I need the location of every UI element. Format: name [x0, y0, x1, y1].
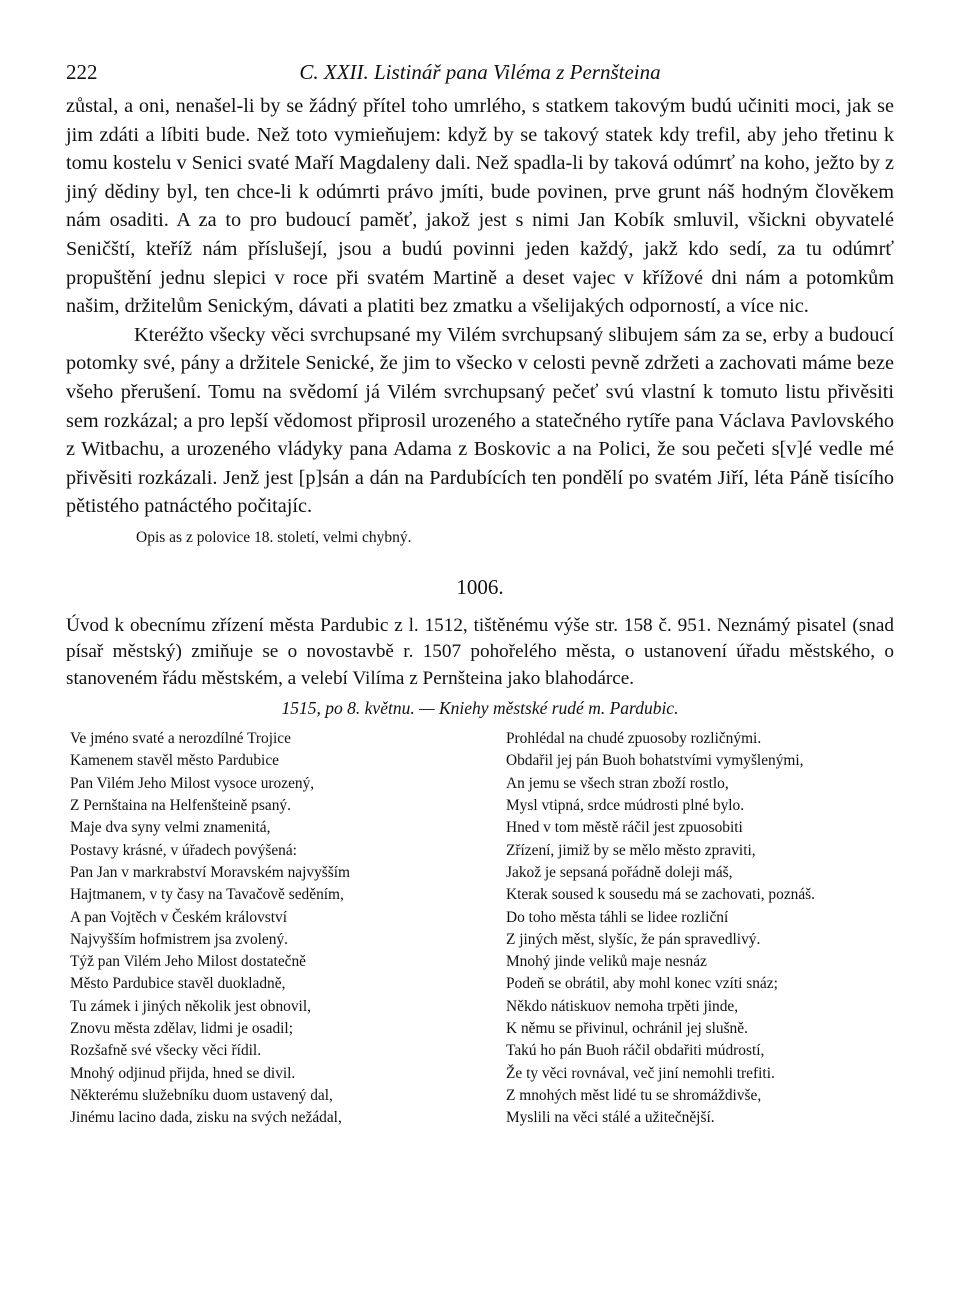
regest: Úvod k obecnímu zřízení města Pardubic z l. 1512, tištěnému výše str. 158 č. 951. Neznámý pisatel (snad písař městský) zmiňuje se o novostavbě r. 1507 pohořelého města, o ustanovení úřadu městského, o stanoveném řádu městském, a velebí Vilíma z Pernšteina jako blahodárce. [66, 614, 894, 689]
verse-line: Podeň se obrátil, aby mohl konec vzíti snáz; [506, 975, 778, 993]
verse-line: Znovu města zdělav, lidmi je osadil; [70, 1019, 293, 1037]
running-title: C. XXII. Listinář pana Viléma z Pernšteina [299, 60, 661, 84]
verse-columns [66, 728, 894, 1129]
verse-column-right [506, 728, 896, 1129]
verse-line: Týž pan Vilém Jeho Milost dostatečně [70, 953, 307, 971]
verse-line: Hned v tom městě ráčil jest zpuosobiti [506, 819, 743, 837]
body-text [66, 92, 894, 521]
page [66, 52, 894, 1129]
verse-line: Jakož je sepsaná pořádně doleji máš, [506, 863, 733, 881]
document-number: 1006. [456, 574, 504, 599]
verse-line: Tu zámek i jiných několik jest obnovil, [70, 997, 311, 1015]
verse-line: Do toho města táhli se lidee rozliční [506, 908, 729, 926]
verse-line: Některému služebníku duom ustavený dal, [70, 1086, 333, 1104]
verse-line: Jinému lacino dada, zisku na svých nežádal, [70, 1109, 342, 1127]
verse-line: Postavy krásné, v úřadech povýšená: [70, 841, 297, 859]
verse-line: Maje dva syny velmi znamenitá, [70, 819, 271, 837]
verse-line: Mnohý jinde veliků maje nesnáz [506, 953, 707, 971]
verse-line: Kamenem stavěl město Pardubice [70, 752, 279, 770]
verse-column-left [66, 728, 506, 1129]
verse-line: Že ty věci rovnával, več jiní nemohli trefiti. [506, 1064, 775, 1082]
verse-line: Obdařil jej pán Buoh bohatstvími vymyšlenými, [506, 752, 804, 770]
verse-line: Mnohý odjinud přijda, hned se divil. [70, 1064, 296, 1082]
verse-line: A pan Vojtěch v Českém království [70, 908, 288, 926]
verse-line: Myslili na věci stálé a užitečnější. [506, 1109, 715, 1127]
verse-line: Hajtmanem, v ty časy na Tavačově seděním, [70, 886, 344, 904]
page-number: 222 [66, 60, 98, 84]
verse-line: Prohlédal na chudé zpuosoby rozličnými. [506, 730, 762, 748]
verse-line: Takú ho pán Buoh ráčil obdařiti múdrostí, [506, 1042, 765, 1060]
verse-line: Ve jméno svaté a nerozdílné Trojice [70, 730, 291, 748]
page-header [66, 52, 894, 92]
verse-line: Z mnohých měst lidé tu se shromáždivše, [506, 1086, 762, 1104]
verse-line: An jemu se všech stran zboží rostlo, [506, 774, 729, 792]
verse-line: Město Pardubice stavěl duokladně, [70, 975, 286, 993]
verse-line: Z Pernštaina na Helfenšteině psaný. [70, 797, 291, 815]
dateline: 1515, po 8. květnu. — Kniehy městské rudé m. Pardubic. [281, 698, 679, 719]
paragraph: zůstal, a oni, nenašel-li by se žádný přítel toho umrlého, s statkem takovým budú učiniti moci, jak se jim zdáti a líbiti bude. Než toto vymieňujem: když by se takový statek kdy trefil, aby jeho třetinu k tomu kostelu v Senici svaté Maří Magdaleny dali. Než spadla-li by taková odúmrť na koho, ježto by z jiný dědiny byl, ten chce-li k odúmrti právo jmíti, bude povinen, prve grunt náš hodným člověkem nám osaditi. A za to pro budoucí paměť, jakož jest s nimi Jan Kobík smluvil, všickni obyvatelé Seničští, kteříž nám příslušejí, jsou a budú povinni jeden každý, jakž kdo sedí, za tu odúmrť propuštění jednu slepici v roce při svatém Martině a deset vajec v křížové dni nám a potomkům našim, držitelům Senickým, dávati a platiti bez zmatku a všelijakých odporností, a více nic. [66, 95, 894, 318]
verse-line: Někdo nátiskuov nemoha trpěti jinde, [506, 997, 739, 1015]
verse-line: Zřízení, jimiž by se mělo město zpraviti, [506, 841, 756, 859]
verse-line: Rozšafně své všecky věci řídil. [70, 1042, 262, 1060]
verse-line: Mysl vtipná, srdce múdrosti plné bylo. [506, 797, 745, 815]
source-note: Opis as z polovice 18. století, velmi chybný. [136, 528, 412, 546]
verse-line: Pan Jan v markrabství Moravském najvyšším [70, 863, 350, 881]
paragraph: Kteréžto všecky věci svrchupsané my Vilém svrchupsaný slibujem sám za se, erby a budoucí potomky své, pány a držitele Senické, že jim to všecko v celosti pevně zdržeti a zachovati máme beze všeho přerušení. Tomu na svědomí já Vilém svrchupsaný pečeť svú vlastní k tomuto listu přivěsiti sem rozkázal; a pro lepší vědomost připrosil urozeného a statečného rytíře pana Václava Pavlovského z Witbachu, a urozeného vládyky pana Adama z Boskovic a na Polici, že sou pečeti s[v]é vedle mé přivěsiti rozkázali. Jenž jest [p]sán a dán na Pardubících ten pondělí po svatém Jiří, léta Páně tisícího pětistého patnáctého počitajíc. [66, 323, 894, 518]
verse-line: Z jiných měst, slyšíc, že pán spravedlivý. [506, 930, 761, 948]
verse-line: Najvyšším hofmistrem jsa zvolený. [70, 930, 289, 948]
verse-line: Kterak soused k sousedu má se zachovati, poznáš. [506, 886, 816, 904]
verse-line: Pan Vilém Jeho Milost vysoce urozený, [70, 774, 315, 792]
verse-line: K němu se přivinul, ochránil jej slušně. [506, 1019, 748, 1037]
